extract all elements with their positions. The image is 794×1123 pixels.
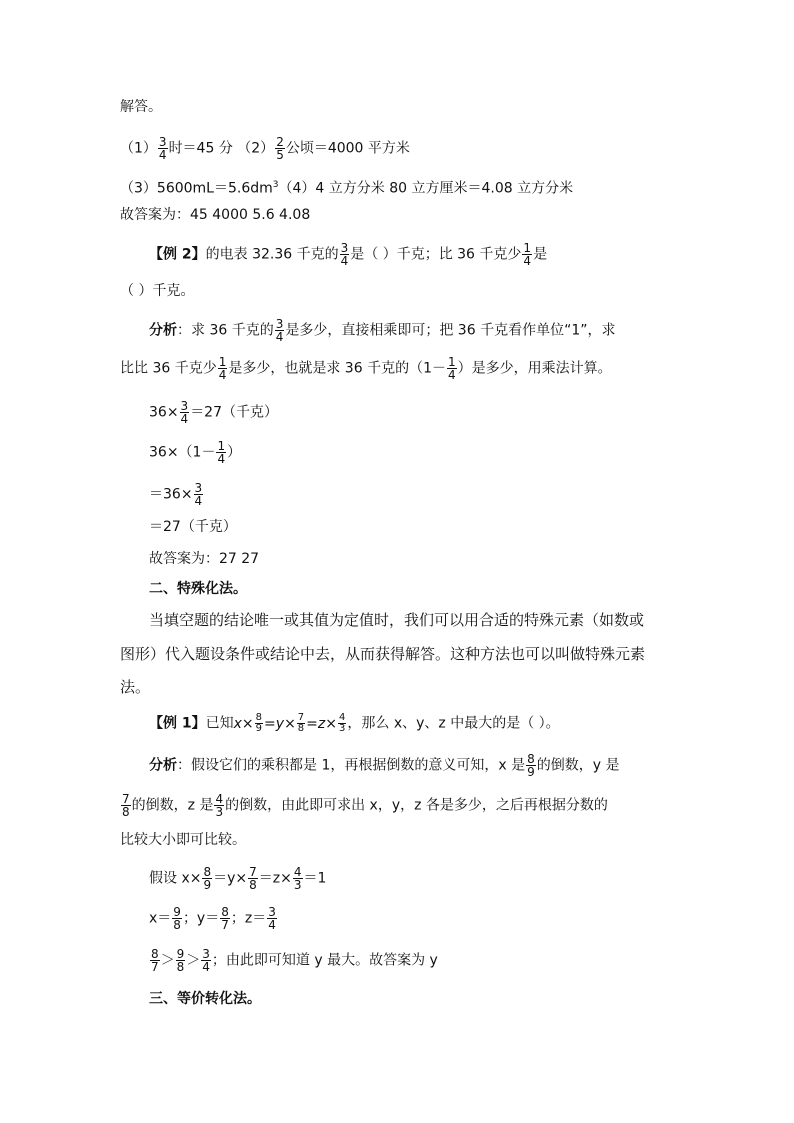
example-label: 【例 2】: [149, 246, 206, 263]
equation-line: [149, 948, 438, 973]
equation-line: [149, 482, 204, 507]
numerator: 3: [340, 241, 349, 255]
denominator: 4: [268, 918, 276, 932]
denominator: 3: [215, 805, 224, 819]
operator: =: [264, 715, 276, 732]
numerator: 1: [447, 355, 456, 369]
variable: z: [317, 715, 326, 732]
fraction: [218, 356, 228, 381]
heading-text: 三、等价转化法。: [149, 991, 261, 1007]
fraction: [176, 948, 186, 973]
denominator: 8: [249, 878, 257, 892]
text-line: [149, 550, 259, 568]
denominator: 4: [218, 368, 227, 382]
numerator: 7: [122, 792, 130, 806]
text-span: 是多少，直接相乘即可；把 36 千克看作单位“1”，求: [285, 322, 616, 339]
text-span: ＝27（千克）: [190, 404, 279, 421]
numerator: 7: [297, 712, 305, 723]
text-span: ）: [227, 444, 242, 461]
fraction: [526, 753, 536, 778]
text-span: ；y＝: [182, 910, 220, 927]
fraction: [121, 793, 131, 818]
denominator: 4: [523, 254, 532, 268]
text-line: [149, 753, 619, 778]
text-line: [149, 713, 560, 734]
text-span: ＝z×: [258, 870, 292, 887]
fraction: [267, 906, 277, 931]
denominator: 7: [221, 918, 229, 932]
denominator: 8: [122, 805, 130, 819]
numerator: 9: [173, 905, 181, 919]
analysis-label: 分析: [149, 322, 177, 339]
denominator: 4: [180, 412, 189, 426]
fraction: [172, 906, 182, 931]
text-line: [149, 242, 547, 267]
numerator: 3: [202, 947, 210, 961]
fraction: [216, 440, 226, 465]
text-span: 时＝45 分 （2）: [168, 140, 275, 157]
text-span: 比较大小即可比较。: [120, 832, 246, 848]
fraction: [201, 948, 211, 973]
numerator: 1: [218, 355, 227, 369]
analysis-label: 分析: [149, 757, 177, 774]
fraction: [297, 713, 305, 734]
inline-equation: [233, 712, 348, 734]
equation-line: [149, 400, 278, 425]
section-heading: [149, 990, 261, 1008]
text-span: ）是多少，用乘法计算。: [457, 360, 612, 377]
denominator: 4: [158, 148, 167, 162]
text-line: [120, 98, 162, 116]
fraction: [255, 713, 263, 734]
fraction: [248, 866, 258, 891]
operator: ×: [284, 715, 296, 732]
text-line: [149, 318, 616, 343]
text-span: （3）5600mL＝5.6dm: [120, 180, 273, 197]
section-heading: [149, 580, 247, 598]
operator: ×: [241, 715, 254, 732]
text-span: 的倒数，y 是: [536, 757, 620, 774]
text-span: 公顷＝4000 平方米: [285, 140, 410, 157]
denominator: 4: [275, 330, 284, 344]
text-span: ，那么 x、y、z 中最大的是（ ）。: [347, 715, 560, 732]
text-span: ；由此即可知道 y 最大。故答案为 y: [211, 952, 438, 969]
numerator: 1: [523, 241, 532, 255]
fraction: [194, 482, 204, 507]
fraction: [338, 713, 346, 734]
equation-line: [149, 906, 278, 931]
denominator: 4: [202, 960, 210, 974]
denominator: 9: [203, 878, 212, 892]
text-span: 法。: [120, 678, 151, 696]
text-span: 的倒数，z 是: [131, 797, 214, 814]
text-span: 的倒数，由此即可求出 x，y，z 各是多少，之后再根据分数的: [225, 797, 608, 814]
denominator: 3: [339, 723, 346, 734]
text-line: [120, 282, 194, 300]
text-span: 解答。: [120, 99, 162, 115]
text-span: 是: [533, 246, 548, 263]
numerator: 8: [527, 752, 535, 766]
text-span: 图形）代入题设条件或结论中去，从而获得解答。这种方法也可以叫做特殊元素: [120, 645, 646, 663]
text-span: （ ）千克。: [120, 283, 195, 299]
numerator: 2: [276, 135, 284, 149]
text-span: ＝1: [303, 870, 327, 887]
text-span: 的电表 32.36 千克的: [205, 246, 339, 263]
equation-line: [149, 518, 237, 536]
denominator: 8: [297, 723, 305, 734]
numerator: 8: [255, 712, 263, 723]
numerator: 3: [275, 317, 284, 331]
operator: ＞: [160, 952, 175, 969]
superscript: 3: [272, 180, 279, 190]
example-label: 【例 1】: [149, 715, 206, 732]
numerator: 1: [217, 439, 226, 453]
denominator: 9: [255, 723, 263, 734]
text-span: 36×（1－: [149, 444, 216, 461]
denominator: 4: [340, 254, 349, 268]
equation-line: [149, 866, 326, 891]
text-span: 比比 36 千克少: [120, 360, 217, 377]
text-span: ＝27（千克）: [149, 519, 237, 535]
text-span: （4）4 立方分米 80 立方厘米＝4.08 立方分米: [278, 180, 574, 197]
paragraph-line: [120, 678, 150, 696]
text-span: 故答案为：45 4000 5.6 4.08: [120, 207, 311, 223]
denominator: 4: [447, 368, 456, 382]
fraction: [275, 136, 285, 161]
denominator: 7: [151, 960, 159, 974]
fraction: [220, 906, 230, 931]
denominator: 8: [173, 918, 181, 932]
text-span: 假设 x×: [149, 870, 202, 887]
text-line: [120, 356, 612, 381]
text-line: [120, 831, 246, 849]
numerator: 8: [151, 947, 159, 961]
text-span: ：假设它们的乘积都是 1，再根据倒数的意义可知，x 是: [177, 757, 526, 774]
text-span: 是（ ）千克；比 36 千克少: [350, 246, 522, 263]
numerator: 8: [221, 905, 229, 919]
text-line: [120, 206, 310, 224]
fraction: [275, 318, 285, 343]
text-span: 36×: [149, 404, 179, 421]
text-line: [120, 793, 608, 818]
fraction: [340, 242, 350, 267]
text-span: （1）: [120, 140, 157, 157]
operator: ＞: [186, 952, 201, 969]
fraction: [293, 866, 303, 891]
operator: ×: [325, 715, 337, 732]
fraction: [180, 400, 190, 425]
text-span: 已知: [205, 715, 234, 732]
variable: x: [233, 715, 242, 732]
text-span: ＝36×: [149, 486, 193, 503]
text-span: 故答案为：27 27: [149, 551, 260, 567]
numerator: 4: [339, 712, 346, 723]
fraction: [447, 356, 457, 381]
fraction: [158, 136, 168, 161]
heading-text: 二、特殊化法。: [149, 581, 247, 597]
equation-line: [149, 440, 241, 465]
text-span: 当填空题的结论唯一或其值为定值时，我们可以用合适的特殊元素（如数或: [149, 611, 645, 629]
fraction: [522, 242, 532, 267]
numerator: 3: [180, 399, 189, 413]
variable: y: [275, 715, 285, 732]
fraction: [214, 793, 224, 818]
text-span: ：求 36 千克的: [177, 322, 274, 339]
denominator: 3: [293, 878, 302, 892]
numerator: 4: [215, 792, 224, 806]
denominator: 9: [527, 765, 535, 779]
text-span: ；z＝: [230, 910, 267, 927]
text-line: [120, 176, 573, 198]
text-span: ＝y×: [213, 870, 248, 887]
denominator: 8: [176, 960, 185, 974]
numerator: 8: [203, 865, 212, 879]
numerator: 3: [268, 905, 276, 919]
paragraph-line: [149, 611, 644, 629]
paragraph-line: [120, 645, 645, 663]
text-line: [120, 136, 410, 161]
fraction: [150, 948, 160, 973]
numerator: 9: [176, 947, 185, 961]
denominator: 4: [194, 494, 203, 508]
numerator: 7: [249, 865, 257, 879]
text-span: x＝: [149, 910, 172, 927]
numerator: 3: [158, 135, 167, 149]
denominator: 4: [217, 452, 226, 466]
operator: =: [306, 715, 318, 732]
denominator: 5: [276, 148, 284, 162]
numerator: 3: [194, 481, 203, 495]
numerator: 4: [293, 865, 302, 879]
text-span: 是多少，也就是求 36 千克的（1－: [228, 360, 446, 377]
fraction: [202, 866, 212, 891]
